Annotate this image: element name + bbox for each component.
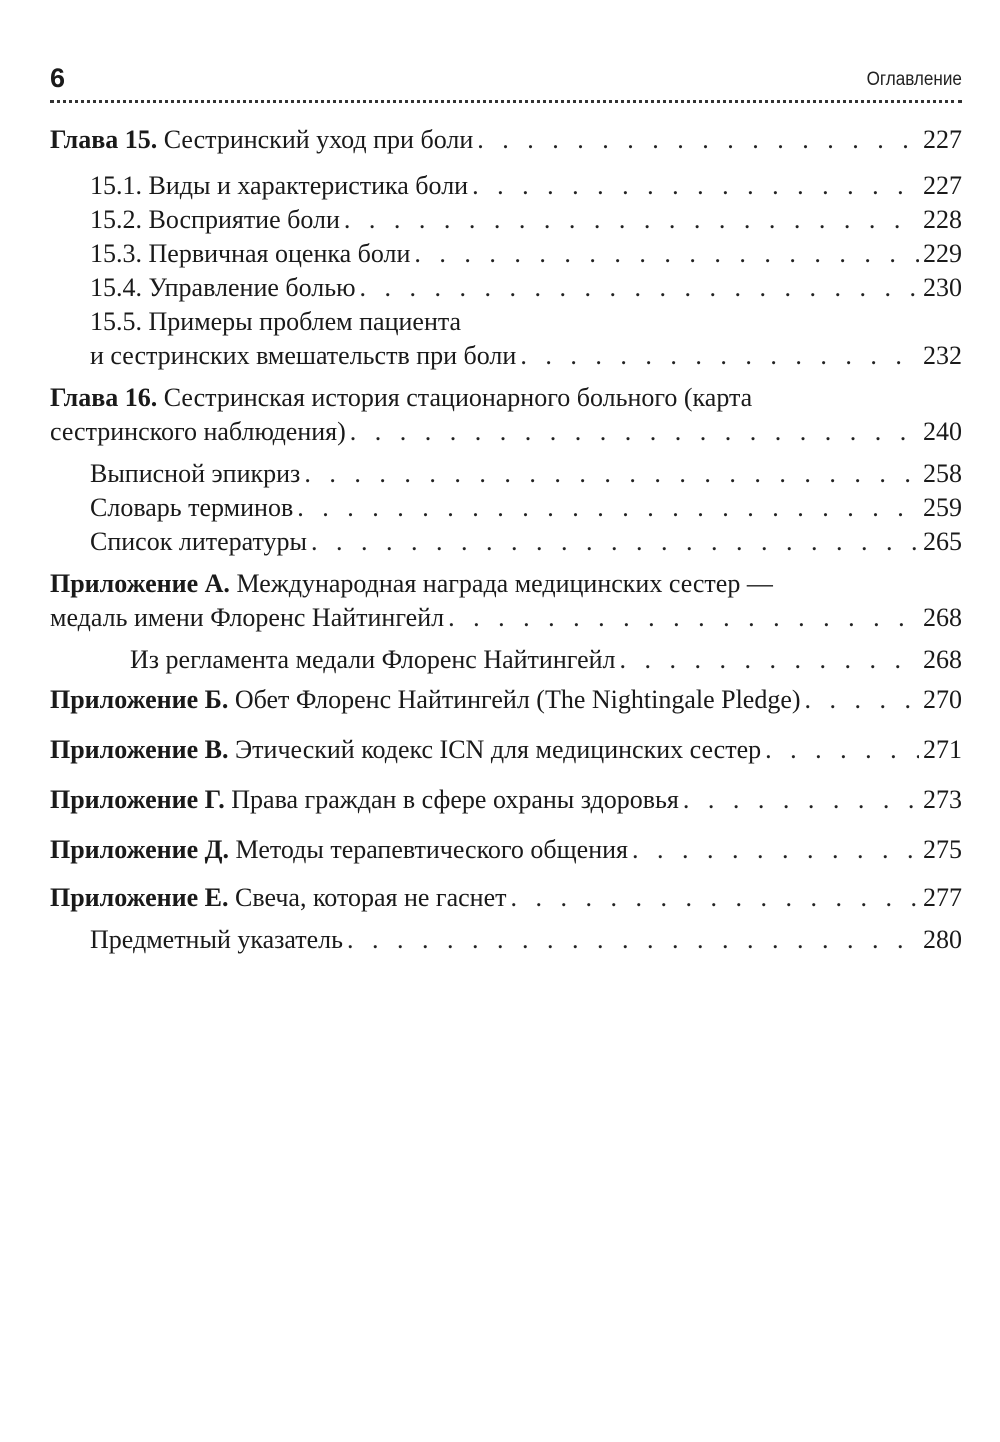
page-ref: 232 [923,341,962,370]
entry-title-line: Сестринская история стационарного больного (карта [163,383,753,412]
entry-title: Список литературы [90,527,307,556]
dot-leader [477,123,919,157]
dot-leader [448,601,919,635]
dot-leader [304,457,919,491]
page-ref: 268 [923,603,962,632]
entry-title: Права граждан в сфере охраны здоровья [231,785,679,814]
dot-leader [360,271,919,305]
dot-leader [520,339,919,373]
dot-leader [311,525,919,559]
dot-leader [805,683,919,717]
entry-title: Сестринский уход при боли [163,125,474,154]
dot-leader [765,733,919,767]
dot-leader [472,169,919,203]
entry-title: Свеча, которая не гаснет [235,883,507,912]
appendix-prefix: Приложение Д. [50,835,230,864]
page-ref: 230 [923,273,962,302]
toc-entry[interactable] [50,203,962,237]
toc-entry[interactable] [50,683,962,717]
entry-title: 15.4. Управление болью [90,273,356,302]
toc-entry[interactable] [50,643,962,677]
entry-title: 15.2. Восприятие боли [90,205,340,234]
entry-title: Выписной эпикриз [90,459,301,488]
toc-entry[interactable] [50,783,962,817]
chapter-prefix: Глава 16. [50,383,158,412]
dot-leader [350,415,919,449]
dot-leader [344,203,919,237]
entry-title: Обет Флоренс Найтингейл (The Nightingale Pledge) [234,685,801,714]
toc-entry[interactable] [50,237,962,271]
dot-leader [620,643,920,677]
appendix-prefix: Приложение Е. [50,883,229,912]
toc-entry[interactable] [50,923,962,957]
entry-title: и сестринских вмешательств при боли [90,341,517,370]
page-ref: 280 [923,925,962,954]
dot-leader [414,237,919,271]
page-ref: 259 [923,493,962,522]
entry-title: медаль имени Флоренс Найтингейл [50,603,445,632]
page-ref: 258 [923,459,962,488]
toc-entry[interactable] [50,123,962,157]
toc-entry[interactable] [50,733,962,767]
entry-title-line: 15.5. Примеры проблем пациента [90,307,462,336]
page-number: 6 [50,63,66,93]
page-ref: 265 [923,527,962,556]
entry-title: Предметный указатель [90,925,344,954]
toc-entry[interactable] [50,491,962,525]
page-ref: 270 [923,685,962,714]
toc-entry[interactable] [50,567,962,635]
page-ref: 240 [923,417,962,446]
dot-leader [510,881,919,915]
page-ref: 277 [923,883,962,912]
appendix-prefix: Приложение Г. [50,785,225,814]
dot-leader [347,923,919,957]
entry-title: Этический кодекс ICN для медицинских сестер [235,735,762,764]
entry-title: Из регламента медали Флоренс Найтингейл [130,645,616,674]
dot-leader [632,833,919,867]
page-ref: 227 [923,171,962,200]
appendix-prefix: Приложение Б. [50,685,229,714]
entry-title: Методы терапевтического общения [235,835,628,864]
toc-entry[interactable] [50,305,962,373]
entry-title: Словарь терминов [90,493,294,522]
entry-title-line: Международная награда медицинских сестер — [236,569,773,598]
page-ref: 273 [923,785,962,814]
dot-leader [683,783,919,817]
page-ref: 271 [923,735,962,764]
entry-title: 15.1. Виды и характеристика боли [90,171,469,200]
entry-title: 15.3. Первичная оценка боли [90,239,411,268]
toc-entry[interactable] [50,881,962,915]
chapter-prefix: Глава 15. [50,125,158,154]
header-dotted-rule [50,100,962,103]
appendix-prefix: Приложение А. [50,569,230,598]
page-ref: 228 [923,205,962,234]
dot-leader [297,491,919,525]
toc-entry[interactable] [50,833,962,867]
entry-title: сестринского наблюдения) [50,417,346,446]
appendix-prefix: Приложение В. [50,735,229,764]
running-title: Оглавление [866,69,962,90]
toc-entry[interactable] [50,525,962,559]
toc-entry[interactable] [50,457,962,491]
page-ref: 268 [923,645,962,674]
page-ref: 227 [923,125,962,154]
page-ref: 229 [923,239,962,268]
page-header [50,62,962,102]
toc-entry[interactable] [50,381,962,449]
page-ref: 275 [923,835,962,864]
toc-entry[interactable] [50,271,962,305]
toc-entry[interactable] [50,169,962,203]
